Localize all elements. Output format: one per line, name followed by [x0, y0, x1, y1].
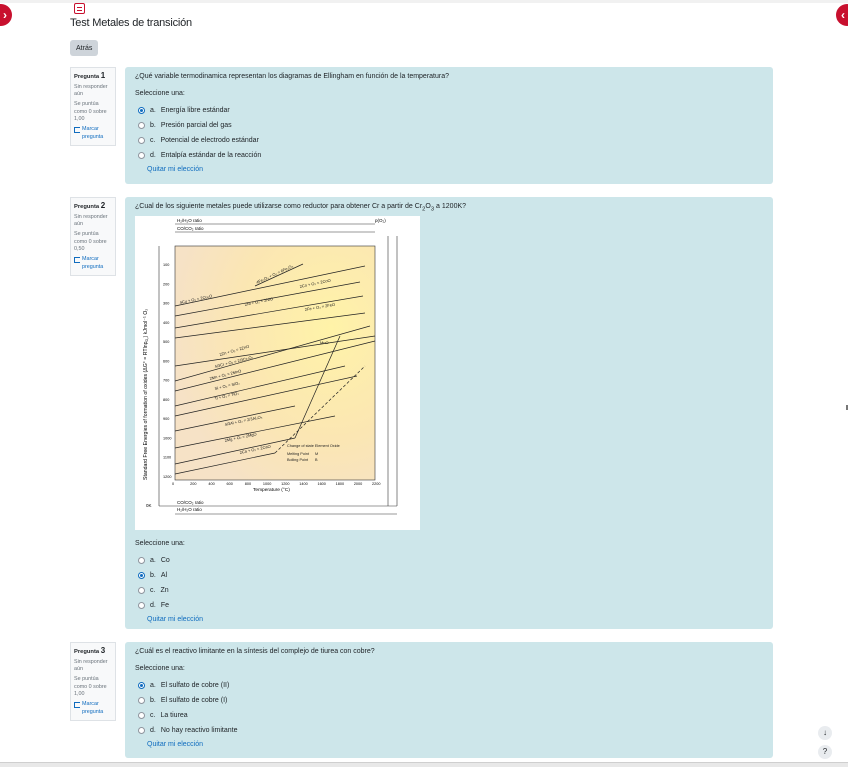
- radio-button[interactable]: [138, 557, 145, 564]
- y-tick-label: 100: [163, 263, 170, 268]
- y-tick-label: 900: [163, 417, 170, 422]
- y-tick-label: 1200: [163, 475, 172, 480]
- radio-button[interactable]: [138, 727, 145, 734]
- clear-choice-link[interactable]: Quitar mi elección: [147, 741, 204, 748]
- radio-button[interactable]: [138, 152, 145, 159]
- radio-button[interactable]: [138, 602, 145, 609]
- x-tick-label: 1600: [317, 482, 326, 487]
- svg-text:M: M: [315, 452, 319, 457]
- y-tick-label: 800: [163, 398, 170, 403]
- y-tick-label: 400: [163, 321, 170, 326]
- question-info-1: [70, 67, 116, 146]
- clear-choice-link[interactable]: Quitar mi elección: [147, 166, 204, 173]
- top-ratio-label: H₂/H₂O ratio: [177, 218, 202, 224]
- question-content-2: [125, 197, 773, 629]
- svg-text:Ti + O₂ = TiO₂: Ti + O₂ = TiO₂: [214, 390, 240, 402]
- bottom-ratio-label: H₂/H₂O ratio: [177, 507, 202, 513]
- svg-text:Melting Point: Melting Point: [287, 452, 309, 457]
- x-axis-label: Temperature (°C): [253, 488, 290, 494]
- question-text: ¿Cual de los siguiente metales puede utilizarse como reductor para obtener Cr a partir de $Cr_2O_3$ a 1200K?: [135, 203, 467, 213]
- answer-option-d[interactable]: d. No hay reactivo limitante: [135, 723, 763, 738]
- answer-option-b[interactable]: b. El sulfato de cobre (I): [135, 693, 763, 708]
- plot-area: [175, 246, 375, 480]
- flag-question-link[interactable]: Marcar pregunta: [74, 701, 112, 716]
- svg-text:Si + O₂ = SiO₂: Si + O₂ = SiO₂: [214, 380, 241, 392]
- x-tick-label: 400: [208, 482, 215, 487]
- svg-text:2Mg + O₂ = 2MgO: 2Mg + O₂ = 2MgO: [224, 431, 257, 444]
- top-border: [0, 0, 848, 3]
- x-tick-labels: [172, 482, 380, 486]
- question-number: Pregunta 3: [74, 646, 106, 655]
- question-grade: Se puntúa como 0 sobre 1,00: [74, 101, 107, 122]
- svg-text:B: B: [315, 458, 318, 463]
- question-status: Sin responder aún: [74, 658, 108, 673]
- back-button[interactable]: Atrás: [70, 40, 98, 56]
- answer-option-c[interactable]: c. Zn: [135, 583, 763, 598]
- radio-button[interactable]: [138, 697, 145, 704]
- svg-text:2Ca + O₂ = 2CaO: 2Ca + O₂ = 2CaO: [239, 443, 272, 456]
- clear-choice-link[interactable]: Quitar mi elección: [147, 616, 204, 624]
- bottom-ratio-label: CO/CO₂ ratio: [177, 500, 204, 506]
- radio-button[interactable]: [138, 587, 145, 594]
- y-tick-label: 500: [163, 340, 170, 345]
- svg-text:Boiling Point: Boiling Point: [287, 458, 309, 463]
- svg-text:Change of state Element Oxid: Change of state Element Oxide: [287, 444, 340, 449]
- radio-button[interactable]: [138, 572, 145, 579]
- y-tick-label: 600: [163, 359, 170, 364]
- answer-prompt: Seleccione una:: [135, 540, 185, 548]
- po2-label: p(O₂): [375, 218, 386, 224]
- y-tick-labels: [163, 263, 171, 479]
- svg-text:2Fe + O₂ = 2FeO: 2Fe + O₂ = 2FeO: [304, 302, 336, 313]
- answer-option-a[interactable]: a. Co: [135, 553, 763, 568]
- question-grade: Se puntúa como 0 sobre 0,50: [74, 231, 107, 252]
- x-tick-label: 1000: [262, 482, 272, 487]
- svg-text:MnO: MnO: [320, 340, 329, 346]
- x-tick-label: 2200: [372, 482, 381, 487]
- answer-option-a[interactable]: a. El sulfato de cobre (II): [135, 678, 763, 693]
- y-axis-label: Standard Free Energies of formation of oxides (ΔG° = RTlnpO₂) kJmol⁻¹ O₂: [143, 309, 149, 481]
- flag-icon: [74, 257, 80, 263]
- origin-label: 0K: [146, 503, 152, 509]
- x-tick-label: 2000: [353, 482, 363, 487]
- question-status: Sin responder aún: [74, 83, 108, 98]
- question-content-3: [125, 642, 773, 758]
- svg-text:2Co + O₂ = 2CoO: 2Co + O₂ = 2CoO: [299, 277, 332, 290]
- scroll-down-button[interactable]: ↓: [818, 726, 832, 740]
- svg-text:4Fe₃O₄ + O₂ = 6Fe₂O₃: 4Fe₃O₄ + O₂ = 6Fe₂O₃: [255, 263, 294, 286]
- y-tick-label: 1100: [163, 456, 172, 461]
- answer-option-d[interactable]: d. Entalpía estándar de la reacción: [135, 148, 763, 163]
- help-button[interactable]: ?: [818, 745, 832, 759]
- open-block-drawer-button[interactable]: ‹: [836, 4, 848, 26]
- y-tick-label: 200: [163, 282, 170, 287]
- answer-option-c[interactable]: c. La tiurea: [135, 708, 763, 723]
- x-tick-label: 1800: [335, 482, 345, 487]
- answer-prompt: Seleccione una:: [135, 665, 185, 672]
- top-ratio-label: CO/CO₂ ratio: [177, 226, 204, 232]
- answer-option-c[interactable]: c. Potencial de electrodo estándar: [135, 133, 763, 148]
- svg-text:2Zn + O₂ = 2ZnO: 2Zn + O₂ = 2ZnO: [218, 344, 250, 358]
- question-text: ¿Qué variable termodinamica representan los diagramas de Ellingham en función de la temperatura?: [135, 73, 450, 80]
- svg-text:4Cu + O₂ = 2Cu₂O: 4Cu + O₂ = 2Cu₂O: [179, 293, 213, 306]
- question-number: Pregunta 2: [74, 201, 106, 210]
- svg-text:4/3Al + O₂ = 2/3Al₂O₃: 4/3Al + O₂ = 2/3Al₂O₃: [224, 414, 263, 428]
- answer-option-a[interactable]: a. Energía libre estándar: [135, 103, 763, 118]
- question-info-3: [70, 642, 116, 721]
- radio-button[interactable]: [138, 107, 145, 114]
- bottom-bar: [0, 762, 848, 767]
- flag-icon: [74, 702, 80, 708]
- question-info-2: [70, 197, 116, 276]
- svg-text:4/3Cr + O₂ = 2/3Cr₂O₃: 4/3Cr + O₂ = 2/3Cr₂O₃: [214, 354, 254, 370]
- question-text: ¿Cuál es el reactivo limitante en la síntesis del complejo de tiurea con cobre?: [135, 648, 375, 655]
- question-grade: Se puntúa como 0 sobre 1,00: [74, 676, 107, 697]
- x-tick-label: 800: [244, 482, 252, 487]
- question-content-1: [125, 67, 773, 184]
- y-tick-label: 1000: [163, 436, 172, 441]
- svg-text:2Ni + O₂ = 2NiO: 2Ni + O₂ = 2NiO: [244, 296, 274, 308]
- x-tick-label: 1400: [299, 482, 308, 487]
- radio-button[interactable]: [138, 122, 145, 129]
- answer-option-d[interactable]: d. Fe: [135, 598, 763, 613]
- radio-button[interactable]: [138, 137, 145, 144]
- x-tick-label: 200: [190, 482, 197, 487]
- question-number: Pregunta 1: [74, 71, 106, 80]
- flag-question-link[interactable]: Marcar pregunta: [74, 256, 112, 271]
- x-tick-label: 600: [226, 482, 233, 487]
- page-title: Test Metales de transición: [70, 17, 192, 29]
- answer-option-b[interactable]: b. Al: [135, 568, 763, 583]
- radio-button[interactable]: [138, 712, 145, 719]
- answer-option-b[interactable]: b. Presión parcial del gas: [135, 118, 763, 133]
- y-tick-label: 700: [163, 379, 170, 384]
- x-tick-label: 0: [172, 482, 175, 487]
- radio-button[interactable]: [138, 682, 145, 689]
- flag-icon: [74, 127, 80, 133]
- ellingham-diagram: [135, 216, 420, 530]
- y-tick-label: 300: [163, 301, 170, 306]
- quiz-icon: [74, 3, 85, 14]
- answer-prompt: Seleccione una:: [135, 90, 185, 97]
- svg-text:2Mn + O₂ = 2MnO: 2Mn + O₂ = 2MnO: [209, 368, 242, 382]
- question-status: Sin responder aún: [74, 213, 108, 228]
- open-course-index-button[interactable]: ›: [0, 4, 12, 26]
- flag-question-link[interactable]: Marcar pregunta: [74, 126, 112, 141]
- x-tick-label: 1200: [281, 482, 290, 487]
